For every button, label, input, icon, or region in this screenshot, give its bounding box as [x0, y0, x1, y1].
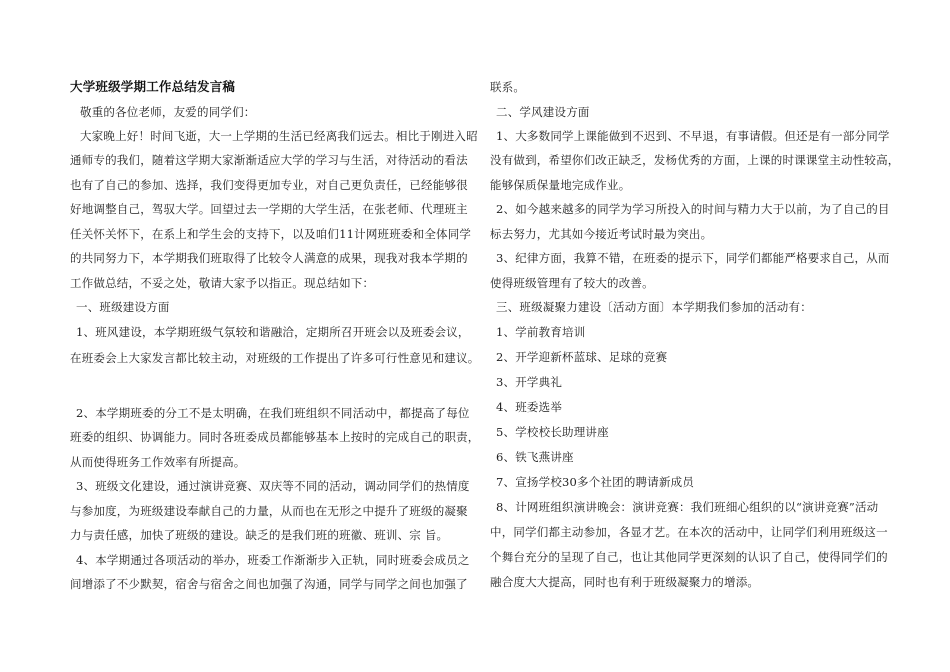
paragraph-line: 2、如今越来越多的同学为学习所投入的时间与精力大于以前，为了自己的目	[496, 202, 890, 216]
paragraph-line: 1、大多数同学上课能做到不迟到、不早退，有事请假。但还是有一部分同学	[496, 129, 890, 143]
paragraph-line: 1、班风建设，本学期班级气氛较和谐融洽，定期所召开班会以及班委会议，	[76, 325, 470, 339]
paragraph-line: 在班委会上大家发言都比较主动，对班级的工作提出了许多可行性意见和建议。	[70, 351, 480, 365]
paragraph-line: 与参加度，为班级建设奉献自己的力量，从而也在无形之中提升了班级的凝聚	[70, 504, 468, 518]
paragraph-line: 4、本学期通过各项活动的举办，班委工作渐渐步入正轨，同时班委会成员之	[76, 553, 470, 567]
paragraph-line: 通师专的我们，随着这学期大家渐渐适应大学的学习与生活，对待活动的看法	[70, 153, 468, 167]
list-item: 3、开学典礼	[496, 375, 563, 389]
paragraph-line: 中，同学们都主动参加，各显才艺。在本次的活动中，让同学们利用班级这一	[490, 525, 888, 539]
list-item: 1、学前教育培训	[496, 325, 586, 339]
section-heading: 一、班级建设方面	[76, 300, 170, 314]
paragraph-line: 的共同努力下，本学期我们班取得了比较令人满意的成果，现我对我本学期的	[70, 251, 468, 265]
salutation: 敬重的各位老师，友爱的同学们：	[80, 105, 256, 119]
paragraph-line: 任关怀关怀下，在系上和学生会的支持下，以及咱们11计网班班委和全体同学	[70, 227, 472, 241]
paragraph-line: 没有做到，希望你们改正缺乏，发杨优秀的方面，上课的时课课堂主动性较高，	[490, 153, 900, 167]
paragraph-line: 3、班级文化建设，通过演讲竞赛、双庆等不同的活动，调动同学们的热情度	[76, 479, 470, 493]
paragraph-line: 标去努力，尤其如今接近考试时最为突出。	[490, 227, 713, 241]
paragraph-line: 间增添了不少默契，宿舍与宿舍之间也加强了沟通，同学与同学之间也加强了	[70, 577, 468, 591]
list-item: 4、班委选举	[496, 400, 563, 414]
paragraph-line: 好地调整自己，驾驭大学。回望过去一学期的大学生活，在张老师、代理班主	[70, 202, 468, 216]
paragraph-line: 3、纪律方面，我算不错，在班委的提示下，同学们都能严格要求自己，从而	[496, 251, 890, 265]
paragraph-line: 个舞台充分的呈现了自己，也让其他同学更深刻的认识了自己，使得同学们的	[490, 550, 888, 564]
paragraph-line: 联系。	[490, 80, 526, 94]
list-item: 2、开学迎新杯蓝球、足球的竞赛	[496, 350, 668, 364]
paragraph-line: 从而使得班务工作效率有所提高。	[70, 455, 246, 469]
paragraph-line: 能够保质保量地完成作业。	[490, 178, 631, 192]
paragraph-line: 力与责任感，加快了班级的建设。缺乏的是我们班的班徽、班训、宗 旨。	[70, 528, 449, 542]
paragraph-line: 融合度大大提高，同时也有利于班级凝聚力的增添。	[490, 575, 760, 589]
paragraph-line: 也有了自己的参加、选择，我们变得更加专业，对自己更负责任，已经能够很	[70, 178, 468, 192]
section-heading: 三、班级凝聚力建设〔活动方面〕本学期我们参加的活动有：	[496, 300, 812, 314]
paragraph-line: 班委的组织、协调能力。同时各班委成员都能够基本上按时的完成自己的职责，	[70, 430, 480, 444]
paragraph-line: 工作做总结，不妥之处，敬请大家予以指正。现总结如下：	[70, 276, 375, 290]
section-heading: 二、学风建设方面	[496, 105, 590, 119]
list-item: 8、计网班组织演讲晚会：演讲竞赛：我们班细心组织的以“演讲竞赛”活动	[496, 500, 879, 514]
paragraph-line: 大家晚上好！时间飞逝，大一上学期的生活已经离我们远去。相比于刚进入昭	[80, 129, 478, 143]
list-item: 5、学校校长助理讲座	[496, 425, 609, 439]
list-item: 7、宣扬学校30多个社团的聘请新成员	[496, 475, 695, 489]
document-title: 大学班级学期工作总结发言稿	[70, 79, 236, 94]
list-item: 6、铁飞燕讲座	[496, 450, 574, 464]
paragraph-line: 2、本学期班委的分工不是太明确，在我们班组织不同活动中，都提高了每位	[76, 406, 470, 420]
paragraph-line: 使得班级管理有了较大的改善。	[490, 276, 654, 290]
